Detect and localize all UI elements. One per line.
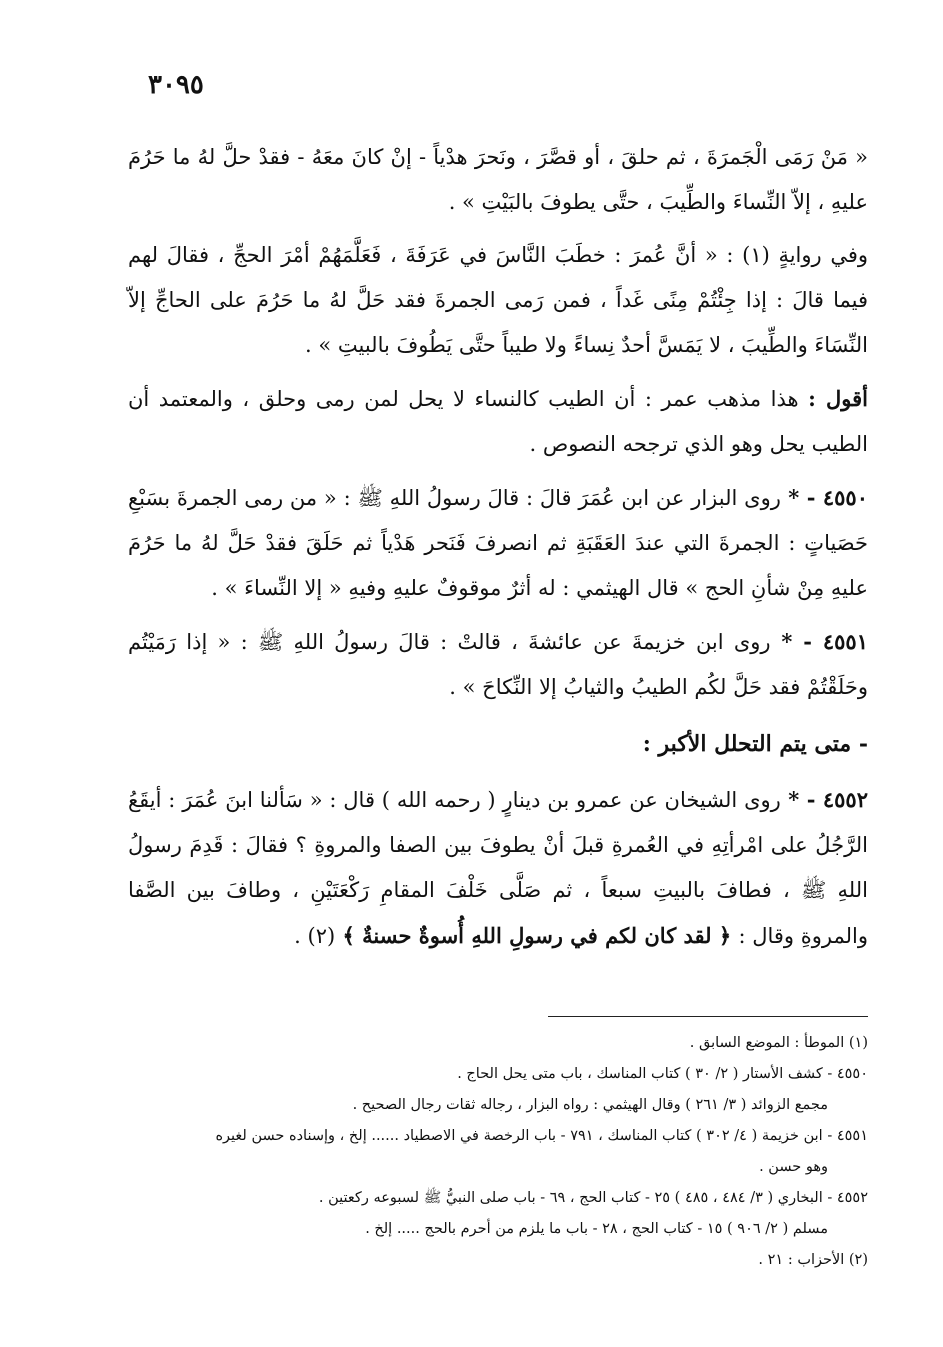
commentary-label: أقول :	[808, 386, 868, 411]
hadith-number: ٤٥٥٠ - *	[780, 485, 868, 510]
footnote-4550-cont: مجمع الزوائد ( ٣/ ٢٦١ ) وقال الهيثمي : رواه البزار ، رجاله ثقات رجال الصحيح .	[352, 1097, 828, 1113]
hadith-text: روى الشيخان عن عمرو بن دينارٍ ( رحمه الله ) قال : « سَألنا ابنَ عُمَرَ : أيقَعُ الرَّجُلُ على امْرأتِهِ في العُمرةِ قبلَ أنْ يطوفَ بين الصفا والمروةِ ؟ فقالَ : قَدِمَ رسولُ اللهِ ﷺ ، فطافَ بالبيتِ سبعاً ، ثم صَلَّى خَلْفَ المقامِ رَكْعَتَيْنِ ، وطافَ بين الصَّفا والمروةِ وقال :	[128, 788, 868, 948]
paragraph-commentary	[128, 376, 868, 467]
footnote-ref: (٢) .	[294, 924, 336, 948]
page-number: ٣٠٩٥	[148, 70, 204, 100]
main-text	[128, 135, 868, 967]
footnote-separator	[548, 1016, 868, 1017]
hadith-number: ٤٥٥٢ - *	[780, 787, 868, 812]
hadith-4551	[128, 619, 868, 710]
commentary-text: هذا مذهب عمر : أن الطيب كالنساء لا يحل لمن رمى وحلق ، والمعتمد أن الطيب يحل وهو الذي ترجحه النصوص .	[128, 387, 868, 456]
hadith-4552	[128, 777, 868, 959]
footnote-2: (٢) الأحزاب : ٢١ .	[758, 1252, 868, 1268]
footnote-4550: ٤٥٥٠ - كشف الأستار ( ٢/ ٣٠ ) كتاب المناسك ، باب متى يحل الحاج .	[457, 1066, 868, 1082]
hadith-text: روى البزار عن ابن عُمَرَ قالَ : قالَ رسولُ اللهِ ﷺ : « من رمى الجمرةَ بسَبْعِ حَصَياتٍ : الجمرةَ التي عندَ العَقَبَةِ ثم انصرفَ فَنَحر هَدْياً ثم حَلَقَ فقدْ حَلَّ لهُ ما حَرُمَ عليهِ مِنْ شأنِ الحج » قال الهيثمي : له أثرٌ موقوفٌ عليهِ وفيهِ « إلا النِّساءَ » .	[128, 486, 868, 600]
paragraph-hadith-continuation: « مَنْ رَمَى الْجَمرَةَ ، ثم حلقَ ، أو قصَّرَ ، ونَحرَ هدْياً - إنْ كانَ معَهُ - فقدْ حلَّ لهُ ما حَرُمَ عليهِ ، إلاّ النِّساءَ والطِّيبَ ، حتَّى يطوفَ بالبَيْتِ » .	[128, 145, 868, 214]
footnote-4551-cont: وهو حسن .	[759, 1159, 828, 1175]
hadith-text: روى ابن خزيمةَ عن عائشةَ ، قالتْ : قالَ رسولُ اللهِ ﷺ : « إذا رَمَيْتُم وحَلَقْتُمْ فقد حَلَّ لكُم الطيبُ والثيابُ إلا النِّكاحَ » .	[128, 630, 868, 699]
hadith-4550	[128, 475, 868, 611]
quran-quote: ﴿ لقد كان لكم في رسولِ اللهِ أُسوةٌ حسنةٌ ﴾	[335, 923, 739, 948]
paragraph-riwaya: وفي روايةٍ (١) : « أنَّ عُمرَ : خطَبَ النَّاسَ في عَرَفَةَ ، فَعَلَّمَهُمْ أمْرَ الحجِّ ، فقالَ لهم فيما قالَ : إذا جِئْتُمْ مِنًى غَداً ، فمن رَمى الجمرةَ فقد حَلَّ لهُ ما حَرُمَ على الحاجِّ إلاّ النِّسَاءَ والطِّيبَ ، لا يَمَسَّ أحدٌ نِساءً ولا طيباً حتَّى يَطُوفَ بالبيتِ » .	[128, 243, 869, 357]
footnote-4552-cont: مسلم ( ٢/ ٩٠٦ ) ١٥ - كتاب الحج ، ٢٨ - باب ما يلزم من أحرم بالحج ..... إلخ .	[365, 1221, 828, 1237]
footnote-4551: ٤٥٥١ - ابن خزيمة ( ٤/ ٣٠٢ ) كتاب المناسك ، ٧٩١ - باب الرخصة في الاصطياد ...... إلخ ، وإسناده حسن لغيره	[215, 1128, 868, 1144]
footnote-1: (١) الموطأ : الموضع السابق .	[689, 1035, 868, 1051]
hadith-number: ٤٥٥١ - *	[770, 629, 868, 654]
section-heading: - متى يتم التحلل الأكبر :	[642, 731, 868, 757]
footnote-4552: ٤٥٥٢ - البخاري ( ٣/ ٤٨٤ ، ٤٨٥ ) ٢٥ - كتاب الحج ، ٦٩ - باب صلى النبيُّ ﷺ لسبوعه ركعتين .	[318, 1190, 868, 1206]
footnotes	[128, 1028, 868, 1276]
